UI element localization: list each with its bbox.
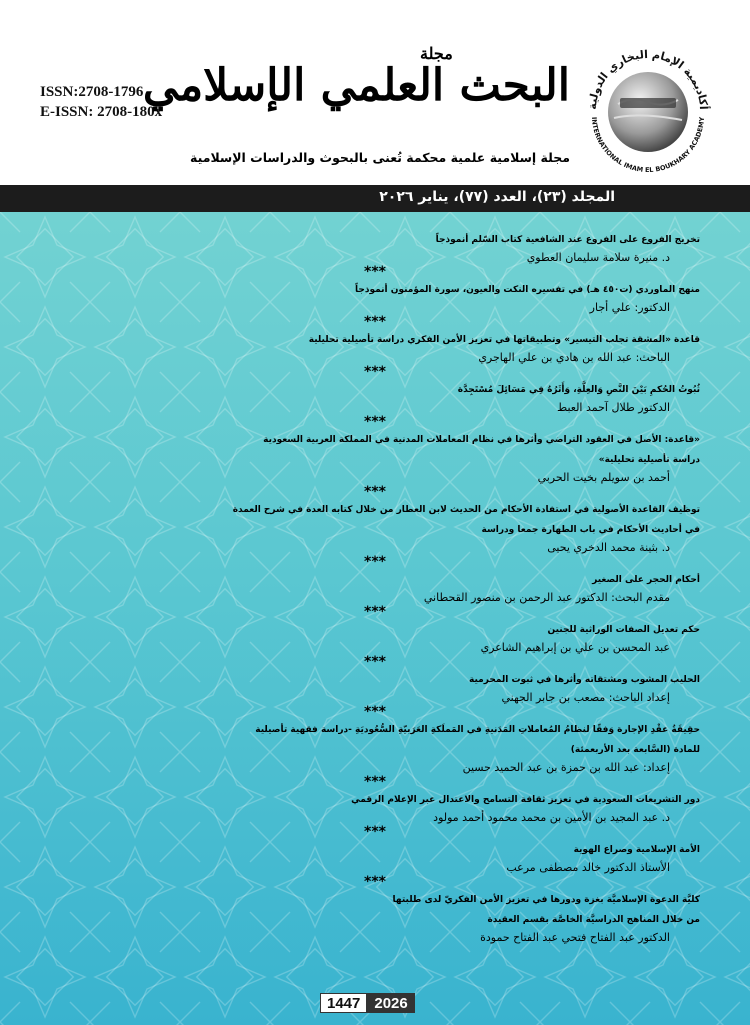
article-item	[30, 330, 700, 365]
separator: ***	[364, 364, 386, 380]
separator: ***	[364, 774, 386, 790]
logo-english-text: INTERNATIONAL IMAM EL BOUKHARY ACADEMY	[589, 116, 707, 175]
article-title: توظيف القاعدة الأصولية في استفادة الأحكام من الحديث لابن العطار من خلال كتابه العدة في شرح العمدة	[232, 505, 700, 515]
article-item	[30, 620, 700, 655]
article-item	[30, 790, 700, 825]
article-title: حقِيقَةُ عقْدِ الإجارة وَفقًا لنظامُ المُعاملاتِ المَدَنيةِ في المَملَكةِ العَرَبيّةِ السُّعُوديَةِ -دراسة فقهية تأصيلية	[255, 725, 700, 735]
article-item	[30, 840, 700, 875]
separator: ***	[364, 414, 386, 430]
article-author: إعداد الباحث: مصعب بن جابر الجهني	[501, 691, 670, 704]
article-list	[30, 230, 720, 945]
article-title: قاعدة «المشقة تجلب التيسير» وتطبيقاتها في تعزيز الأمن الفكري دراسة تأصيلية تحليلية	[308, 335, 700, 345]
separator: ***	[364, 704, 386, 720]
logo-arabic-text: أكاديمية الإمام البخاري الدولية	[585, 47, 711, 111]
separator: ***	[364, 824, 386, 840]
article-item	[30, 230, 700, 265]
article-title-continued: في أحاديث الأحكام في باب الطهارة جمعا ودراسة	[481, 525, 700, 535]
year-hijri: 1447	[320, 993, 367, 1013]
article-title: الأمة الإسلامية وصراع الهوية	[573, 845, 700, 855]
article-author: مقدم البحث: الدكتور عبد الرحمن بن منصور القحطاني	[423, 591, 670, 604]
cover-header	[0, 0, 750, 185]
article-author: الدكتور طلال آحمد العبط	[557, 401, 670, 414]
separator: ***	[364, 554, 386, 570]
issue-band	[0, 185, 750, 212]
separator: ***	[364, 314, 386, 330]
year-badge	[320, 993, 415, 1013]
article-title-continued: للمادة (السَّابعة بعد الأربعمئة)	[570, 745, 700, 755]
article-item	[30, 500, 700, 555]
separator: ***	[364, 874, 386, 890]
year-gregorian: 2026	[367, 993, 414, 1013]
article-title: أحكام الحجر على الصغير	[592, 575, 700, 585]
article-title: حكم تعديل الصفات الوراثية للجنين	[547, 625, 700, 635]
e-issn: E-ISSN: 2708-180x	[40, 104, 163, 120]
article-author: د. عبد المجيد بن الأمين بن محمد محمود أحمد مولود	[433, 811, 670, 824]
article-author: الدكتور عبد الفتاح فتحي عبد الفتاح حمودة	[480, 931, 670, 944]
article-title: كليَّة الدعوة الإسلاميَّة بغزة ودورها في تعزيز الأمن الفكريّ لدى طلبتها	[392, 895, 700, 905]
article-item	[30, 720, 700, 775]
academy-logo	[578, 38, 718, 178]
article-item	[30, 570, 700, 605]
article-item	[30, 430, 700, 485]
article-title: الحليب المشوب ومشتقاته وأثرها في ثبوت المحرمية	[469, 675, 700, 685]
article-title-continued: دراسة تأصيلية تحليلية»	[598, 455, 700, 465]
article-author: د. منيرة سلامة سليمان العطوي	[526, 251, 670, 264]
separator: ***	[364, 264, 386, 280]
separator: ***	[364, 484, 386, 500]
article-title: ثُبُوتُ الحُكمِ بَيْنَ النَّصِ وَالعِلَّةِ، وَأَثَرُهُ فِي مَسَائِلَ مُسْتَجِدَّة	[457, 385, 700, 395]
issue-info: المجلد (٢٣)، العدد (٧٧)، يناير ٢٠٢٦	[379, 189, 615, 205]
globe-icon	[608, 72, 688, 152]
article-item	[30, 380, 700, 415]
separator: ***	[364, 654, 386, 670]
article-title: تخريج الفروع على الفروع عند الشافعية كتاب السّلم أنموذجاً	[435, 235, 700, 245]
article-item	[30, 280, 700, 315]
contents-panel	[0, 212, 750, 1025]
article-author: الباحث: عبد الله بن هادي بن علي الهاجري	[478, 351, 670, 364]
journal-title: البحث العلمي الإسلامي	[142, 60, 570, 111]
article-item	[30, 890, 700, 945]
magazine-word: مجلة	[420, 44, 453, 63]
article-title-continued: من خلال المناهج الدراسيَّة الخاصَّة بقسم العقيدة	[487, 915, 700, 925]
article-author: د. بثينة محمد الدخري يحيى	[547, 541, 670, 554]
article-author: أحمد بن سويلم بخيت الحربي	[537, 471, 670, 484]
article-title: منهج الماوردي (ت٤٥٠ هـ) في تفسيره النكت والعيون، سورة المؤمنون أنموذجاً	[355, 285, 700, 295]
article-author: إعداد: عبد الله بن حمزة بن عبد الحميد حسين	[462, 761, 670, 774]
article-title: «قاعدة: الأصل في العقود التراضي وأثرها في نظام المعاملات المدنية في المملكة العربية السعودية	[263, 435, 700, 445]
article-author: الدكتور: علي أجار	[589, 301, 670, 314]
article-item	[30, 670, 700, 705]
journal-subtitle: مجلة إسلامية علمية محكمة تُعنى بالبحوث والدراسات الإسلامية	[190, 150, 570, 165]
article-author: الأستاذ الدكتور خالد مصطفى مرعب	[506, 861, 670, 874]
separator: ***	[364, 604, 386, 620]
article-author: عبد المحسن بن علي بن إبراهيم الشاعري	[480, 641, 670, 654]
issn: ISSN:2708-1796	[40, 84, 144, 100]
article-title: دور التشريعات السعودية في تعزيز ثقافة التسامح والاعتدال عبر الإعلام الرقمي	[351, 795, 700, 805]
